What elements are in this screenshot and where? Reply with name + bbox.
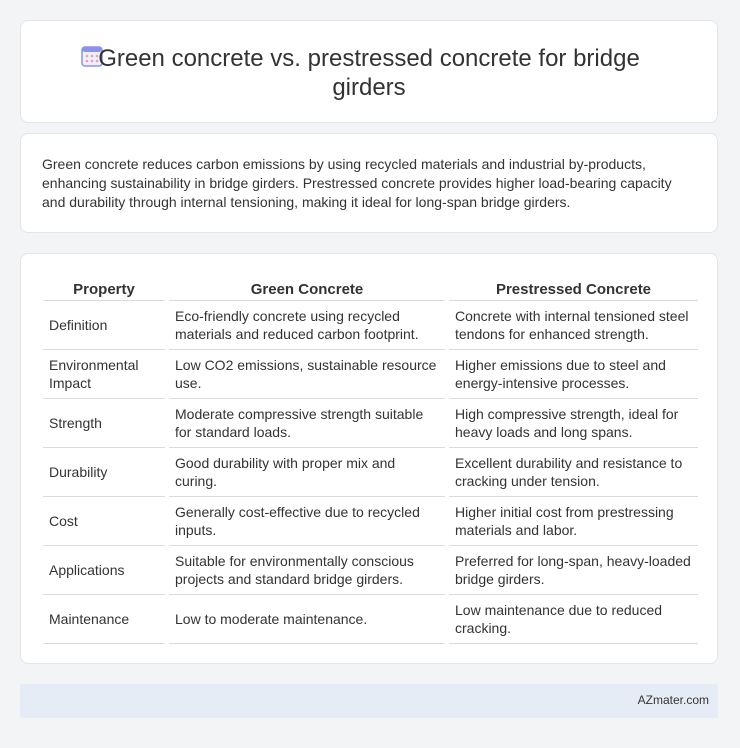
table-row bbox=[43, 350, 698, 399]
row-property: Strength bbox=[43, 399, 167, 448]
summary-paragraph: Green concrete reduces carbon emissions by using recycled materials and industrial by-products, enhancing sustainability in bridge girders. Prestressed concrete provides higher load-bearing capacity and durability through internal tensioning, making it ideal for long-span bridge girders. bbox=[42, 156, 672, 210]
footer-bar bbox=[20, 684, 718, 718]
comparison-card bbox=[20, 253, 718, 664]
table-row bbox=[43, 497, 698, 546]
row-green-value: Moderate compressive strength suitable for standard loads. bbox=[167, 399, 447, 448]
row-green-value: Good durability with proper mix and curing. bbox=[167, 448, 447, 497]
row-property: Cost bbox=[43, 497, 167, 546]
summary-card bbox=[20, 133, 718, 233]
table-row bbox=[43, 448, 698, 497]
column-header-prestressed-concrete: Prestressed Concrete bbox=[447, 277, 698, 301]
row-green-value: Generally cost-effective due to recycled inputs. bbox=[167, 497, 447, 546]
row-green-value: Eco-friendly concrete using recycled materials and reduced carbon footprint. bbox=[167, 301, 447, 350]
row-prestressed-value: Higher initial cost from prestressing materials and labor. bbox=[447, 497, 698, 546]
table-row bbox=[43, 595, 698, 644]
footer-brand: AZmater.com bbox=[637, 693, 709, 707]
table-header-row bbox=[43, 277, 698, 301]
row-green-value: Suitable for environmentally conscious projects and standard bridge girders. bbox=[167, 546, 447, 595]
column-header-green-concrete: Green Concrete bbox=[167, 277, 447, 301]
row-property: Definition bbox=[43, 301, 167, 350]
row-prestressed-value: Higher emissions due to steel and energy-intensive processes. bbox=[447, 350, 698, 399]
row-prestressed-value: Concrete with internal tensioned steel tendons for enhanced strength. bbox=[447, 301, 698, 350]
row-prestressed-value: Low maintenance due to reduced cracking. bbox=[447, 595, 698, 644]
row-prestressed-value: Preferred for long-span, heavy-loaded bridge girders. bbox=[447, 546, 698, 595]
title-card bbox=[20, 20, 718, 123]
row-property: Environmental Impact bbox=[43, 350, 167, 399]
row-prestressed-value: High compressive strength, ideal for heavy loads and long spans. bbox=[447, 399, 698, 448]
page-title: Green concrete vs. prestressed concrete for bridge girders bbox=[98, 45, 640, 101]
row-green-value: Low CO2 emissions, sustainable resource use. bbox=[167, 350, 447, 399]
table-row bbox=[43, 546, 698, 595]
column-header-property: Property bbox=[43, 277, 167, 301]
row-property: Applications bbox=[43, 546, 167, 595]
row-prestressed-value: Excellent durability and resistance to cracking under tension. bbox=[447, 448, 698, 497]
table-row bbox=[43, 301, 698, 350]
table-row bbox=[43, 399, 698, 448]
comparison-table bbox=[43, 277, 698, 644]
row-property: Durability bbox=[43, 448, 167, 497]
row-green-value: Low to moderate maintenance. bbox=[167, 595, 447, 644]
row-property: Maintenance bbox=[43, 595, 167, 644]
